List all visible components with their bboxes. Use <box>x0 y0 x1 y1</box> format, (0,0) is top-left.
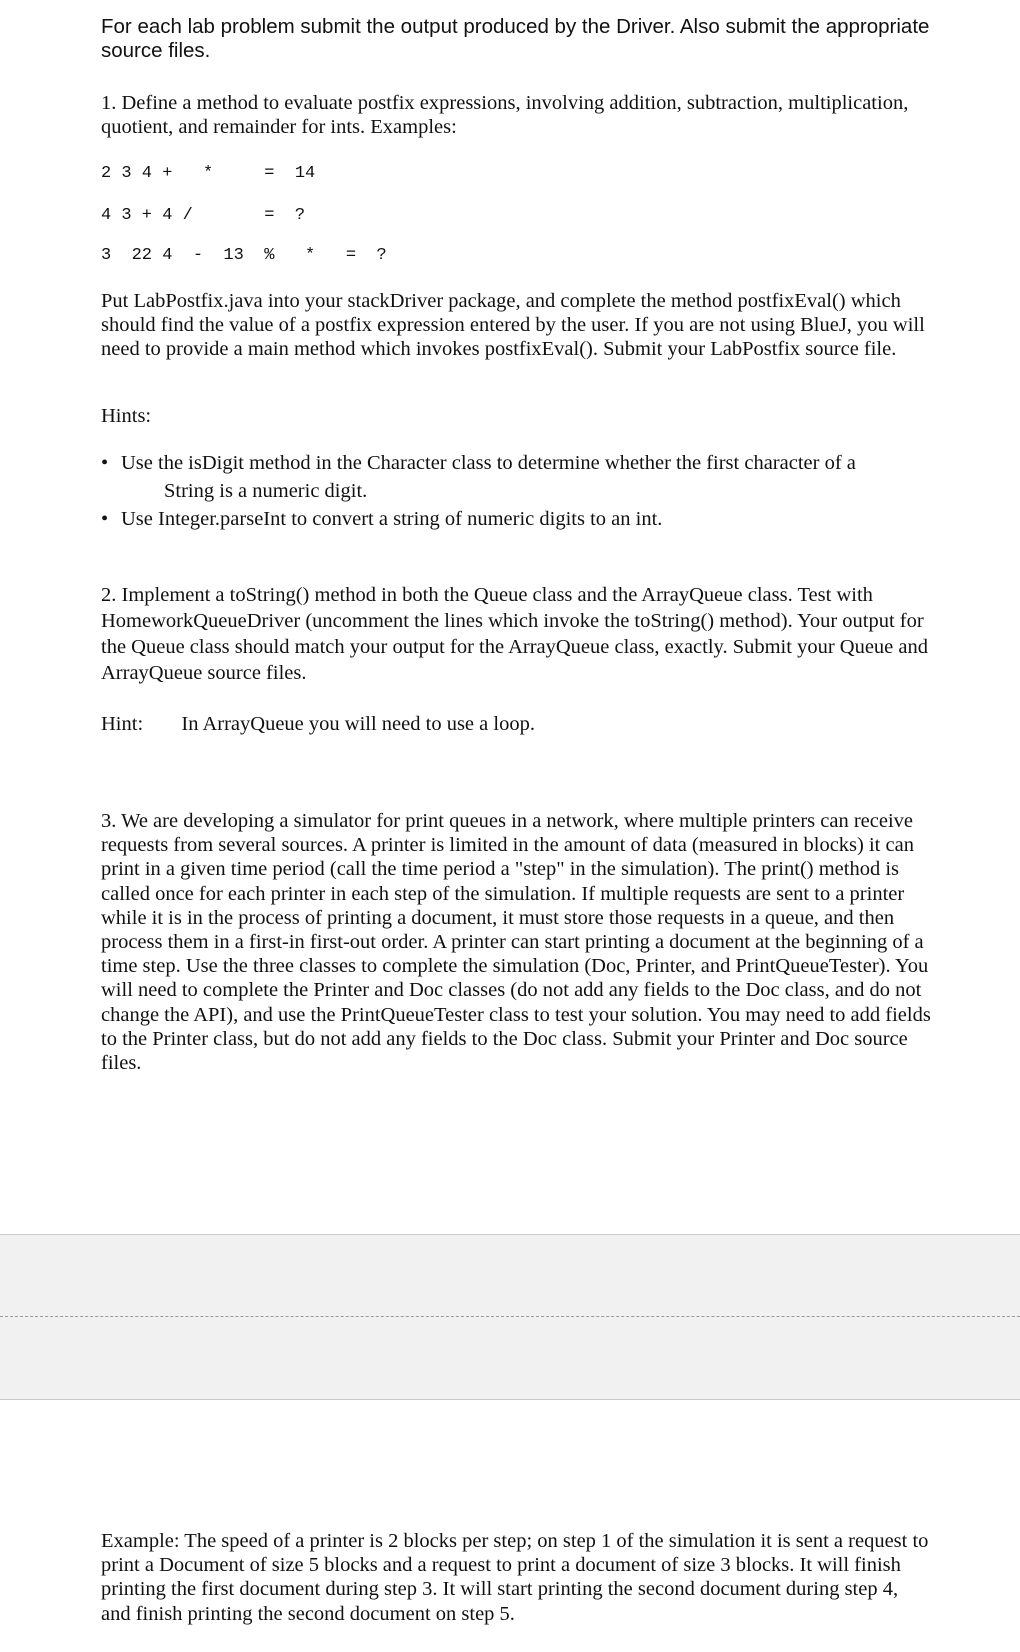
printer-example: Example: The speed of a printer is 2 blocks per step; on step 1 of the simulation it is sent a request to print a Document of size 5 blocks and a request to print a document of size 3 blocks. It will finish printing the first document during step 3. It will start printing the second document during step 4, and finish printing the second document on step 5. <box>101 1530 929 1625</box>
problem2-hint <box>101 713 535 736</box>
page-break-line <box>0 1316 1020 1317</box>
problem1-instructions: Put LabPostfix.java into your stackDriver package, and complete the method postfixEval() which should find the value of a postfix expression entered by the user. If you are not using BlueJ, you will need to provide a main method which invokes postfixEval(). Submit your LabPostfix source file. <box>101 290 925 361</box>
bullet-icon: • <box>101 508 109 530</box>
hints-label: Hints: <box>101 405 152 427</box>
page-separator <box>0 1234 1020 1400</box>
list-item <box>101 505 931 533</box>
list-item <box>101 449 931 505</box>
hint-line-continued: String is a numeric digit. <box>164 480 368 502</box>
hint-line: Use the isDigit method in the Character class to determine whether the first character of a <box>121 452 856 474</box>
hint-text: In ArrayQueue you will need to use a loop. <box>181 713 535 735</box>
postfix-example-3: 3 22 4 - 13 % * = ? <box>101 246 387 265</box>
postfix-example-2: 4 3 + 4 / = ? <box>101 206 306 225</box>
hint-line: Use Integer.parseInt to convert a string of numeric digits to an int. <box>121 508 663 530</box>
hints-list <box>101 449 931 533</box>
problem3-description: 3. We are developing a simulator for print queues in a network, where multiple printers can receive requests from several sources. A printer is limited in the amount of data (measured in blocks) it can print in a given time period (call the time period a "step" in the simulation). The print() method is called once for each printer in each step of the simulation. If multiple requests are sent to a printer while it is in the process of printing a document, it must store those requests in a queue, and then process them in a first-in first-out order. A printer can start printing a document at the beginning of a time step. Use the three classes to complete the simulation (Doc, Printer, and PrintQueueTester). You will need to complete the Printer and Doc classes (do not add any fields to the Doc class, and do not change the API), and use the PrintQueueTester class to test your solution. You may need to add fields to the Printer class, but do not add any fields to the Doc class. Submit your Printer and Doc source files. <box>101 810 931 1075</box>
postfix-example-1: 2 3 4 + * = 14 <box>101 164 316 183</box>
problem2-description: 2. Implement a toString() method in both the Queue class and the ArrayQueue class. Test with HomeworkQueueDriver (uncomment the lines which invoke the toString() method). Your output for the Queue class should match your output for the ArrayQueue class, exactly. Submit your Queue and ArrayQueue source files. <box>101 584 928 684</box>
intro-instructions: For each lab problem submit the output produced by the Driver. Also submit the appropriate source files. <box>101 15 930 62</box>
bullet-icon: • <box>101 452 109 474</box>
problem1-description: 1. Define a method to evaluate postfix expressions, involving addition, subtraction, multiplication, quotient, and remainder for ints. Examples: <box>101 92 909 139</box>
hint-label: Hint: <box>101 713 144 735</box>
